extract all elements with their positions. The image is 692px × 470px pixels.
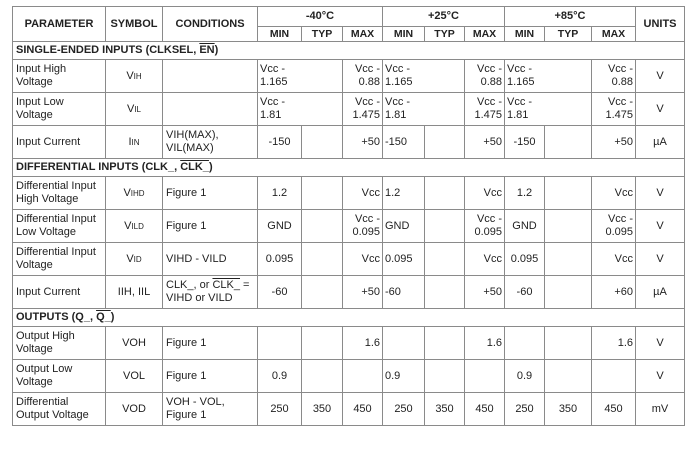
conditions-cell: VOH - VOL, Figure 1 — [163, 393, 258, 426]
value-cell: 250 — [258, 393, 302, 426]
value-cell: Vcc - 0.88 — [343, 60, 383, 93]
value-cell: +50 — [343, 126, 383, 159]
symbol-cell: VOL — [106, 360, 163, 393]
value-cell: 350 — [545, 393, 592, 426]
max-header: MAX — [592, 27, 636, 42]
value-cell: Vcc - 1.165 — [383, 60, 465, 93]
value-cell: Vcc - 1.165 — [258, 60, 343, 93]
value-cell: Vcc - 0.095 — [343, 210, 383, 243]
value-cell: 0.9 — [258, 360, 302, 393]
value-cell: Vcc - 1.165 — [505, 60, 592, 93]
value-cell: 1.6 — [343, 327, 383, 360]
value-cell: Vcc — [465, 177, 505, 210]
value-cell — [545, 126, 592, 159]
max-header: MAX — [343, 27, 383, 42]
value-cell — [425, 243, 465, 276]
value-cell: GND — [505, 210, 545, 243]
units-cell: µA — [636, 276, 685, 309]
value-cell: 350 — [302, 393, 343, 426]
value-cell: GND — [258, 210, 302, 243]
value-cell: +50 — [465, 126, 505, 159]
value-cell: Vcc — [592, 177, 636, 210]
symbol-cell: VILD — [106, 210, 163, 243]
value-cell: Vcc - 0.095 — [465, 210, 505, 243]
conditions-cell: CLK_, or CLK_ = VIHD or VILD — [163, 276, 258, 309]
conditions-cell: VIHD - VILD — [163, 243, 258, 276]
value-cell — [545, 243, 592, 276]
units-cell: V — [636, 243, 685, 276]
value-cell — [425, 276, 465, 309]
conditions-cell — [163, 60, 258, 93]
section-outputs — [13, 309, 685, 327]
symbol-cell: VIL — [106, 93, 163, 126]
value-cell: 350 — [425, 393, 465, 426]
param-cell: Differential Output Voltage — [13, 393, 106, 426]
value-cell: 0.095 — [383, 243, 425, 276]
units-cell: mV — [636, 393, 685, 426]
value-cell — [302, 276, 343, 309]
value-cell: -150 — [505, 126, 545, 159]
value-cell — [302, 243, 343, 276]
symbol-cell: VOD — [106, 393, 163, 426]
units-cell: V — [636, 177, 685, 210]
value-cell: Vcc - 1.475 — [592, 93, 636, 126]
param-cell: Input Current — [13, 126, 106, 159]
units-cell: V — [636, 327, 685, 360]
parameter-header: PARAMETER — [13, 7, 106, 42]
typ-header: TYP — [302, 27, 343, 42]
value-cell — [545, 360, 592, 393]
section-single-ended — [13, 42, 685, 60]
value-cell: +50 — [465, 276, 505, 309]
value-cell: 1.6 — [465, 327, 505, 360]
value-cell: -60 — [258, 276, 302, 309]
symbol-header: SYMBOL — [106, 7, 163, 42]
param-cell: Input High Voltage — [13, 60, 106, 93]
param-cell: Differential Input Low Voltage — [13, 210, 106, 243]
param-cell: Output High Voltage — [13, 327, 106, 360]
temp-header-85: +85°C — [505, 7, 636, 27]
param-cell: Differential Input High Voltage — [13, 177, 106, 210]
value-cell: 1.2 — [258, 177, 302, 210]
units-cell: V — [636, 60, 685, 93]
typ-header: TYP — [545, 27, 592, 42]
value-cell: 1.2 — [383, 177, 425, 210]
min-header: MIN — [258, 27, 302, 42]
value-cell: Vcc - 1.475 — [343, 93, 383, 126]
value-cell — [302, 126, 343, 159]
units-cell: V — [636, 360, 685, 393]
value-cell: -60 — [383, 276, 425, 309]
value-cell: -60 — [505, 276, 545, 309]
value-cell — [343, 360, 383, 393]
conditions-cell: VIH(MAX), VIL(MAX) — [163, 126, 258, 159]
value-cell — [383, 327, 425, 360]
value-cell: +50 — [343, 276, 383, 309]
value-cell: 250 — [383, 393, 425, 426]
units-header: UNITS — [636, 7, 685, 42]
value-cell: GND — [383, 210, 425, 243]
value-cell — [425, 210, 465, 243]
value-cell: Vcc — [343, 243, 383, 276]
conditions-header: CONDITIONS — [163, 7, 258, 42]
param-cell: Output Low Voltage — [13, 360, 106, 393]
symbol-cell: IIN — [106, 126, 163, 159]
min-header: MIN — [505, 27, 545, 42]
value-cell — [592, 360, 636, 393]
value-cell: +50 — [592, 126, 636, 159]
max-header: MAX — [465, 27, 505, 42]
units-cell: µA — [636, 126, 685, 159]
value-cell — [545, 177, 592, 210]
table-row-vid — [13, 243, 685, 276]
value-cell — [505, 327, 545, 360]
units-cell: V — [636, 210, 685, 243]
table-row-vil — [13, 93, 685, 126]
symbol-cell: VIHD — [106, 177, 163, 210]
value-cell: Vcc - 1.81 — [383, 93, 465, 126]
value-cell: 0.9 — [383, 360, 425, 393]
min-header: MIN — [383, 27, 425, 42]
value-cell: Vcc — [465, 243, 505, 276]
section-differential — [13, 159, 685, 177]
units-cell: V — [636, 93, 685, 126]
value-cell — [545, 210, 592, 243]
typ-header: TYP — [425, 27, 465, 42]
symbol-cell: VOH — [106, 327, 163, 360]
value-cell — [425, 360, 465, 393]
value-cell: 0.095 — [505, 243, 545, 276]
param-cell: Input Low Voltage — [13, 93, 106, 126]
symbol-cell: VID — [106, 243, 163, 276]
param-cell: Differential Input Voltage — [13, 243, 106, 276]
value-cell: -150 — [258, 126, 302, 159]
param-cell: Input Current — [13, 276, 106, 309]
value-cell: Vcc - 0.88 — [592, 60, 636, 93]
value-cell: 250 — [505, 393, 545, 426]
value-cell: 450 — [465, 393, 505, 426]
table-row-iih — [13, 276, 685, 309]
value-cell: Vcc - 0.88 — [465, 60, 505, 93]
value-cell — [425, 177, 465, 210]
conditions-cell: Figure 1 — [163, 210, 258, 243]
header-row — [13, 7, 685, 27]
value-cell: Vcc - 1.81 — [505, 93, 592, 126]
table-row-voh — [13, 327, 685, 360]
value-cell: Vcc — [343, 177, 383, 210]
section-title: SINGLE-ENDED INPUTS (CLKSEL, $\overline{EN}$) — [13, 42, 685, 60]
value-cell: 0.095 — [258, 243, 302, 276]
value-cell — [302, 177, 343, 210]
value-cell — [465, 360, 505, 393]
value-cell: 1.6 — [592, 327, 636, 360]
table-row-iin — [13, 126, 685, 159]
value-cell: 450 — [592, 393, 636, 426]
value-cell: Vcc - 0.095 — [592, 210, 636, 243]
section-title: OUTPUTS (Q_, Q_) — [13, 309, 685, 327]
table-row-vol — [13, 360, 685, 393]
value-cell: Vcc — [592, 243, 636, 276]
temp-header-25: +25°C — [383, 7, 505, 27]
value-cell — [258, 327, 302, 360]
value-cell — [425, 327, 465, 360]
conditions-cell: Figure 1 — [163, 327, 258, 360]
section-title: DIFFERENTIAL INPUTS (CLK_, CLK_) — [13, 159, 685, 177]
table-row-vild — [13, 210, 685, 243]
value-cell — [545, 327, 592, 360]
temp-header-minus40: -40°C — [258, 7, 383, 27]
value-cell: 1.2 — [505, 177, 545, 210]
value-cell — [425, 126, 465, 159]
value-cell — [545, 276, 592, 309]
value-cell — [302, 210, 343, 243]
table-row-vih — [13, 60, 685, 93]
value-cell: -150 — [383, 126, 425, 159]
value-cell: +60 — [592, 276, 636, 309]
table-row-vod — [13, 393, 685, 426]
electrical-characteristics-table — [12, 6, 685, 426]
table-row-vihd — [13, 177, 685, 210]
conditions-cell — [163, 93, 258, 126]
conditions-cell: Figure 1 — [163, 360, 258, 393]
value-cell: Vcc - 1.81 — [258, 93, 343, 126]
value-cell: Vcc - 1.475 — [465, 93, 505, 126]
value-cell: 450 — [343, 393, 383, 426]
conditions-cell: Figure 1 — [163, 177, 258, 210]
value-cell — [302, 360, 343, 393]
symbol-cell: IIH, IIL — [106, 276, 163, 309]
symbol-cell: VIH — [106, 60, 163, 93]
value-cell: 0.9 — [505, 360, 545, 393]
value-cell — [302, 327, 343, 360]
